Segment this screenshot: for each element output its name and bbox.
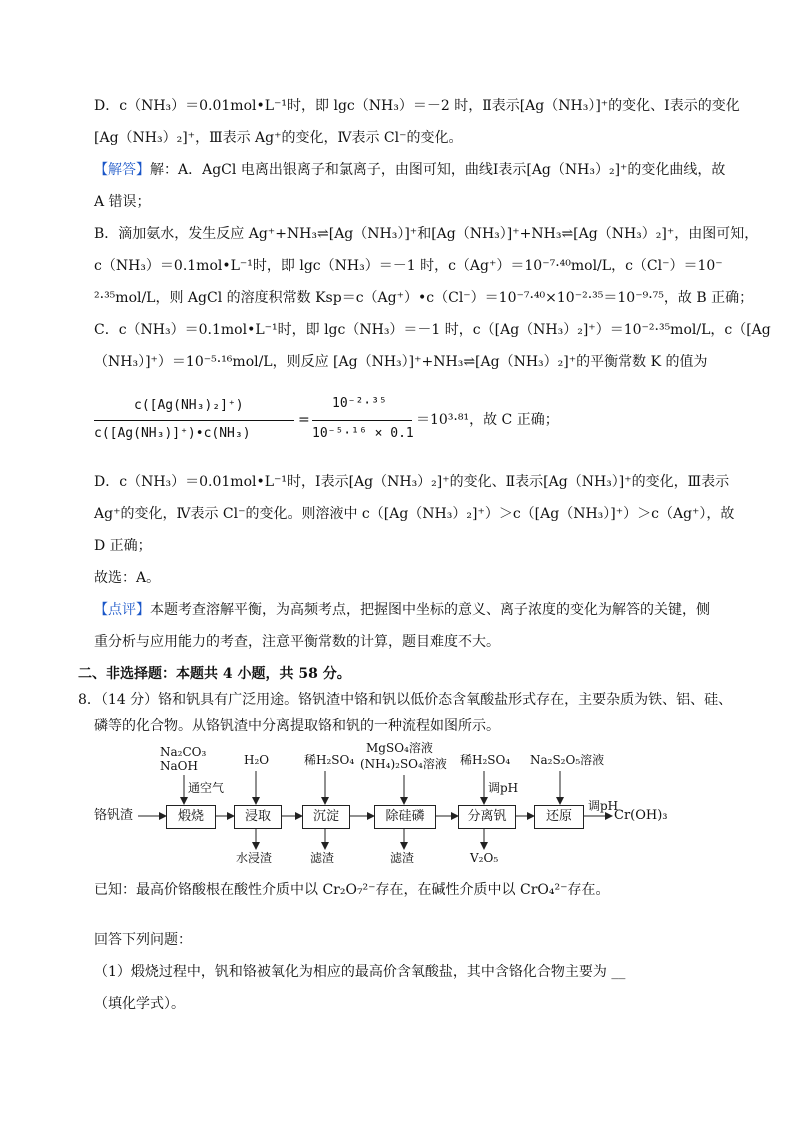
reagent-label: MgSO₄溶液 <box>366 741 433 755</box>
equilibrium-fraction <box>94 390 724 460</box>
comment-tag: 【点评】 <box>94 602 150 618</box>
reagent-label: NaOH <box>160 759 198 773</box>
flow-box-separate-v: 分离钒 <box>458 805 516 829</box>
fraction-result: ＝10³·⁸¹，故 C 正确； <box>416 412 559 428</box>
ask-line: 回答下列问题： <box>94 932 192 948</box>
output-label: V₂O₅ <box>470 851 499 865</box>
fraction2-bar <box>312 420 412 421</box>
flow-box-leach: 浸取 <box>234 805 282 829</box>
reagent-label: 稀H₂SO₄ <box>304 753 355 767</box>
question-8-stem: 8．（14 分）铬和钒具有广泛用途。铬钒渣中铬和钒以低价态含氧酸盐形式存在，主要杂质为铁、铝、硅、 <box>78 692 733 708</box>
reagent-label: 稀H₂SO₄ <box>460 753 511 767</box>
fraction-bar <box>94 420 294 421</box>
reagent-label: H₂O <box>244 753 270 767</box>
flow-box-remove-si-p: 除硅磷 <box>374 805 436 829</box>
fraction-numerator: c([Ag(NH₃)₂]⁺) <box>134 398 244 413</box>
equals-sign: = <box>298 412 310 428</box>
side-label: 调pH <box>488 781 519 795</box>
text-line: c（NH₃）＝0.1mol•L⁻¹时，即 lgc（NH₃）＝－1 时，c（Ag⁺）＝10⁻⁷·⁴⁰mol/L，c（Cl⁻）＝10⁻ <box>94 258 723 274</box>
question-1-line-cont: （填化学式）。 <box>94 996 185 1012</box>
question-8-stem-cont: 磷等的化合物。从铬钒渣中分离提取铬和钒的一种流程如图所示。 <box>94 718 500 734</box>
text-line: 重分析与应用能力的考查，注意平衡常数的计算，题目难度不大。 <box>94 634 500 650</box>
side-label: 调pH <box>588 799 619 813</box>
known-line: 已知：最高价铬酸根在酸性介质中以 Cr₂O₇²⁻存在，在碱性介质中以 CrO₄²⁻存在。 <box>94 882 610 898</box>
text-line: [Ag（NH₃）₂]⁺，Ⅲ表示 Ag⁺的变化，Ⅳ表示 Cl⁻的变化。 <box>94 130 463 146</box>
text-line: ²·³⁵mol/L，则 AgCl 的溶度积常数 Ksp＝c（Ag⁺）•c（Cl⁻）＝10⁻⁷·⁴⁰×10⁻²·³⁵＝10⁻⁹·⁷⁵，故 B 正确； <box>94 290 754 306</box>
output-label: 水浸渣 <box>236 851 273 865</box>
text-line: 故选：A。 <box>94 570 161 586</box>
comment-line <box>94 600 724 620</box>
comment-text: 本题考查溶解平衡，为高频考点，把握图中坐标的意义、离子浓度的变化为解答的关键，侧 <box>150 602 710 618</box>
text-line: D．c（NH₃）＝0.01mol•L⁻¹时，即 lgc（NH₃）＝－2 时，Ⅱ表示[Ag（NH₃）]⁺的变化、Ⅰ表示的变化 <box>94 98 740 114</box>
text-line: Ag⁺的变化，Ⅳ表示 Cl⁻的变化。则溶液中 c（[Ag（NH₃）₂]⁺）＞c（[Ag（NH₃）]⁺）＞c（Ag⁺），故 <box>94 506 735 522</box>
text-line: A 错误； <box>94 194 151 210</box>
reagent-label: Na₂CO₃ <box>160 745 207 759</box>
flow-box-precipitate: 沉淀 <box>302 805 350 829</box>
output-label: 滤渣 <box>310 851 335 865</box>
fraction2-denominator: 10⁻⁵·¹⁶ × 0.1 <box>312 426 414 441</box>
fraction-denominator: c([Ag(NH₃)]⁺)•c(NH₃) <box>94 426 251 441</box>
output-label: 滤渣 <box>390 851 415 865</box>
question-1-line: （1）煅烧过程中，钒和铬被氧化为相应的最高价含氧酸盐，其中含铬化合物主要为 __ <box>94 964 626 980</box>
reagent-label: (NH₄)₂SO₄溶液 <box>360 757 447 771</box>
answer-tag: 【解答】 <box>94 162 150 178</box>
flow-box-reduce: 还原 <box>534 805 584 829</box>
section-heading: 二、非选择题：本题共 4 小题，共 58 分。 <box>78 666 351 682</box>
process-flowchart <box>94 735 714 870</box>
flow-start: 铬钒渣 <box>94 808 134 823</box>
text-line: B．滴加氨水，发生反应 Ag⁺+NH₃⇌[Ag（NH₃）]⁺和[Ag（NH₃）]⁺+NH₃⇌[Ag（NH₃）₂]⁺，由图可知， <box>94 226 759 242</box>
answer-text: 解：A．AgCl 电离出银离子和氯离子，由图可知，曲线Ⅰ表示[Ag（NH₃）₂]⁺的变化曲线，故 <box>150 162 726 178</box>
text-line: C．c（NH₃）＝0.1mol•L⁻¹时，即 lgc（NH₃）＝－1 时，c（[Ag（NH₃）₂]⁺）＝10⁻²·³⁵mol/L，c（[Ag <box>94 322 771 338</box>
fraction2-numerator: 10⁻²·³⁵ <box>332 396 387 411</box>
side-label: 通空气 <box>188 781 225 795</box>
answer-line <box>94 160 724 180</box>
flow-end-product: Cr(OH)₃ <box>614 808 668 823</box>
text-line: D 正确； <box>94 538 152 554</box>
flow-box-calcine: 煅烧 <box>166 805 216 829</box>
reagent-label: Na₂S₂O₅溶液 <box>530 753 605 767</box>
text-line: D．c（NH₃）＝0.01mol•L⁻¹时，Ⅰ表示[Ag（NH₃）₂]⁺的变化、Ⅱ表示[Ag（NH₃）]⁺的变化，Ⅲ表示 <box>94 474 730 490</box>
text-line: （NH₃）]⁺）＝10⁻⁵·¹⁶mol/L，则反应 [Ag（NH₃）]⁺+NH₃⇌[Ag（NH₃）₂]⁺的平衡常数 K 的值为 <box>94 354 708 370</box>
